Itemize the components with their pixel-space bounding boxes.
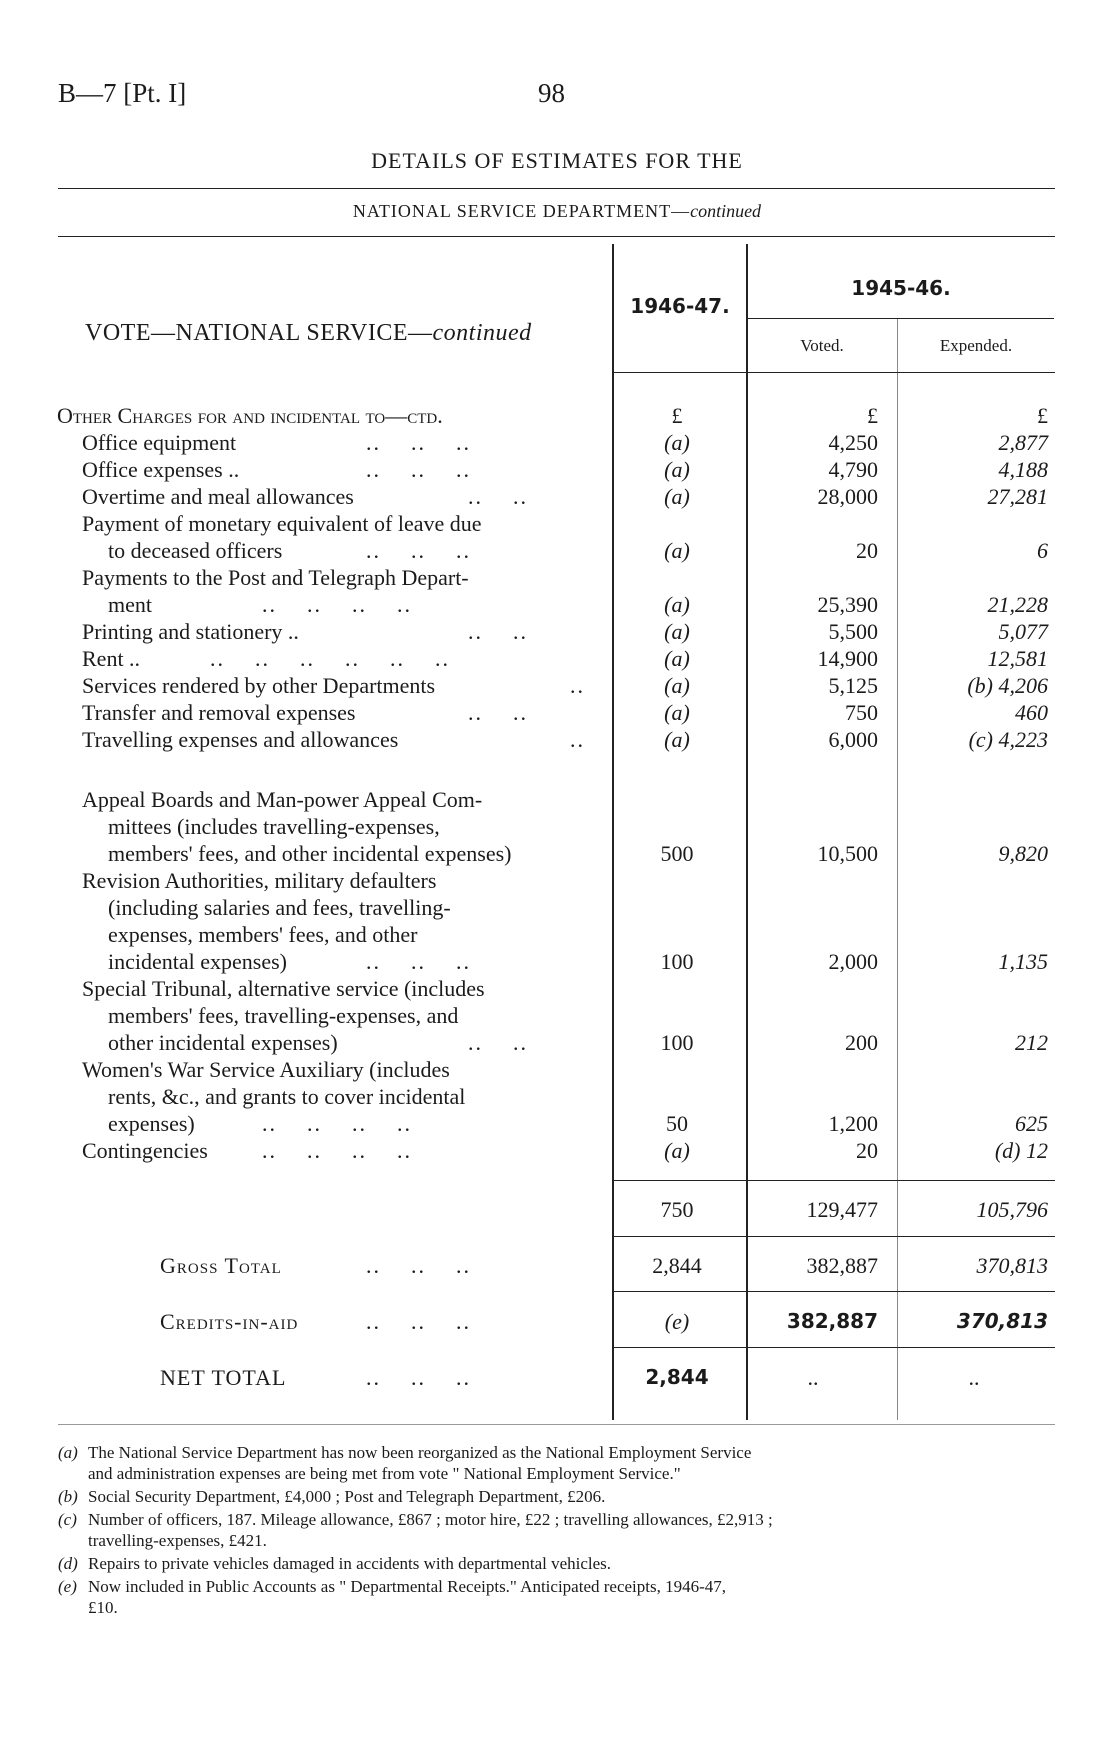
footnote-text: The National Service Department has now been reorganized as the National Employment Service	[88, 1443, 752, 1462]
row-label: Services rendered by other Departments	[82, 673, 436, 698]
leader-dots: .. ..	[468, 1030, 528, 1055]
cell-expended: (c) 4,223	[968, 727, 1048, 752]
currency-2: £	[867, 403, 878, 428]
row-label: Special Tribunal, alternative service (includes	[82, 976, 485, 1001]
cell-expended: 2,877	[998, 430, 1048, 455]
cell-expended: 12,581	[987, 646, 1048, 671]
row-label: Payment of monetary equivalent of leave due	[82, 511, 482, 536]
cell-voted: 10,500	[817, 841, 878, 866]
leader-dots: .. .. ..	[366, 1365, 471, 1390]
net-total-voted: ..	[807, 1365, 819, 1390]
credits-voted: 382,887	[786, 1309, 878, 1333]
row-label: Overtime and meal allowances	[82, 484, 354, 509]
page-subtitle: NATIONAL SERVICE DEPARTMENT—continued	[352, 201, 762, 221]
row-label: Appeal Boards and Man-power Appeal Com-	[82, 787, 483, 812]
leader-dots: ..	[570, 727, 585, 752]
cell-voted: 28,000	[817, 484, 878, 509]
cell-voted: 6,000	[828, 727, 878, 752]
gross-total-expended: 370,813	[976, 1253, 1048, 1278]
leader-dots: .. .. .. ..	[262, 1111, 412, 1136]
page-title: DETAILS OF ESTIMATES FOR THE	[371, 148, 743, 173]
footnote-text-continued: £10.	[88, 1598, 118, 1617]
cell-1946-47: (a)	[664, 592, 690, 617]
row-label: Contingencies	[82, 1138, 208, 1163]
cell-voted: 14,900	[817, 646, 878, 671]
footnote-e	[58, 1576, 1058, 1618]
column-divider-3	[897, 318, 898, 1420]
row-label: Rent ..	[82, 646, 141, 671]
cell-1946-47: 100	[660, 1030, 694, 1055]
cell-voted: 1,200	[828, 1111, 878, 1136]
cell-1946-47: (a)	[664, 484, 690, 509]
row-label-continued: (including salaries and fees, travelling-	[108, 895, 451, 920]
cell-1946-47: (a)	[664, 1138, 690, 1163]
footnote-label: (b)	[58, 1487, 78, 1506]
rule-gross	[614, 1236, 1055, 1237]
cell-voted: 25,390	[817, 592, 878, 617]
row-label-continued: ment	[108, 592, 152, 617]
gross-total-label: Gross Total	[160, 1253, 282, 1278]
currency-3: £	[1037, 403, 1048, 428]
row-label: Revision Authorities, military defaulters	[82, 868, 437, 893]
subtotal-1946-47: 750	[660, 1197, 694, 1222]
cell-expended: 212	[1015, 1030, 1048, 1055]
leader-dots: .. .. ..	[366, 538, 471, 563]
row-label: Office expenses ..	[82, 457, 240, 482]
leader-dots: .. .. ..	[366, 457, 471, 482]
cell-1946-47: (a)	[664, 430, 690, 455]
cell-voted: 20	[856, 538, 878, 563]
net-total-label: NET TOTAL	[160, 1365, 287, 1390]
leader-dots: .. .. ..	[366, 949, 471, 974]
row-label-continued: incidental expenses)	[108, 949, 287, 974]
page-number: 98	[538, 78, 565, 108]
row-label: Travelling expenses and allowances	[82, 727, 399, 752]
cell-1946-47: (a)	[664, 457, 690, 482]
footnote-a	[58, 1442, 1058, 1484]
gross-total-1946-47: 2,844	[652, 1253, 702, 1278]
column-header-voted: Voted.	[800, 336, 844, 355]
cell-1946-47: (a)	[664, 646, 690, 671]
column-header-1945-46: 1945-46.	[851, 276, 951, 300]
cell-expended: 9,820	[998, 841, 1048, 866]
leader-dots: .. .. .. ..	[262, 1138, 412, 1163]
footnote-d	[58, 1553, 1058, 1574]
credits-label: Credits-in-aid	[160, 1309, 299, 1334]
cell-1946-47: (a)	[664, 700, 690, 725]
cell-expended: 460	[1015, 700, 1048, 725]
cell-expended: (d) 12	[994, 1138, 1048, 1163]
cell-expended: 5,077	[998, 619, 1048, 644]
row-label: Printing and stationery ..	[82, 619, 299, 644]
footnote-c	[58, 1509, 1058, 1551]
row-label-continued: members' fees, and other incidental expenses)	[108, 841, 512, 866]
cell-1946-47: (a)	[664, 538, 690, 563]
cell-1946-47: (a)	[664, 619, 690, 644]
cell-voted: 4,250	[828, 430, 878, 455]
leader-dots: .. .. ..	[366, 1253, 471, 1278]
cell-voted: 750	[845, 700, 878, 725]
leader-dots: .. .. ..	[366, 430, 471, 455]
cell-voted: 200	[845, 1030, 878, 1055]
row-label-continued: other incidental expenses)	[108, 1030, 338, 1055]
subtotal-voted: 129,477	[806, 1197, 878, 1222]
rule-top	[58, 188, 1055, 189]
footnote-text: Repairs to private vehicles damaged in accidents with departmental vehicles.	[88, 1554, 612, 1573]
net-total-1946-47: 2,844	[645, 1365, 709, 1389]
cell-voted: 4,790	[828, 457, 878, 482]
rule-year-split	[748, 318, 1054, 319]
cell-expended: 625	[1015, 1111, 1048, 1136]
column-header-1946-47: 1946-47.	[630, 294, 730, 318]
row-label: Transfer and removal expenses	[82, 700, 356, 725]
row-label: Office equipment	[82, 430, 237, 455]
footnote-text-continued: travelling-expenses, £421.	[88, 1531, 267, 1550]
row-label-continued: mittees (includes travelling-expenses,	[108, 814, 440, 839]
leader-dots: .. ..	[468, 619, 528, 644]
cell-1946-47: 100	[660, 949, 694, 974]
cell-voted: 2,000	[828, 949, 878, 974]
leader-dots: ..	[570, 673, 585, 698]
cell-1946-47: 500	[660, 841, 694, 866]
cell-expended: 6	[1037, 538, 1048, 563]
cell-voted: 5,500	[828, 619, 878, 644]
credits-1946-47: (e)	[664, 1309, 690, 1334]
rule-header-bottom	[614, 372, 1055, 373]
rule-subtitle	[58, 236, 1055, 237]
rule-credits	[614, 1291, 1055, 1292]
leader-dots: .. .. .. ..	[262, 592, 412, 617]
leader-dots: .. ..	[468, 484, 528, 509]
document-reference: B—7 [Pt. I]	[58, 78, 187, 108]
rule-net	[614, 1347, 1055, 1348]
gross-total-voted: 382,887	[806, 1253, 878, 1278]
cell-voted: 5,125	[828, 673, 878, 698]
footnote-text: Number of officers, 187. Mileage allowance, £867 ; motor hire, £22 ; travelling allowances, £2,913 ;	[88, 1510, 773, 1529]
row-label-continued: to deceased officers	[108, 538, 283, 563]
footnote-label: (d)	[58, 1554, 78, 1573]
row-label-continued: rents, &c., and grants to cover incidental	[108, 1084, 466, 1109]
footnote-b	[58, 1486, 1058, 1507]
cell-expended: 4,188	[998, 457, 1048, 482]
cell-expended: (b) 4,206	[967, 673, 1048, 698]
cell-1946-47: (a)	[664, 727, 690, 752]
leader-dots: .. .. ..	[366, 1309, 471, 1334]
credits-expended: 370,813	[956, 1309, 1048, 1333]
footnote-label: (c)	[58, 1510, 77, 1529]
footnote-text: Social Security Department, £4,000 ; Post and Telegraph Department, £206.	[88, 1487, 606, 1506]
vote-heading: VOTE—NATIONAL SERVICE—continued	[85, 320, 532, 346]
cell-expended: 27,281	[987, 484, 1048, 509]
currency-1: £	[671, 403, 683, 428]
footnote-label: (e)	[58, 1577, 77, 1596]
cell-1946-47: (a)	[664, 673, 690, 698]
rule-subtotal	[614, 1180, 1055, 1181]
cell-voted: 20	[856, 1138, 878, 1163]
row-label-continued: expenses)	[108, 1111, 195, 1136]
leader-dots: .. ..	[468, 700, 528, 725]
net-total-expended: ..	[968, 1365, 980, 1390]
footnote-label: (a)	[58, 1443, 78, 1462]
row-label-continued: expenses, members' fees, and other	[108, 922, 418, 947]
footnote-text: Now included in Public Accounts as " Departmental Receipts." Anticipated receipts, 1946-47,	[88, 1577, 727, 1596]
cell-expended: 21,228	[987, 592, 1048, 617]
row-label: Women's War Service Auxiliary (includes	[82, 1057, 450, 1082]
cell-expended: 1,135	[998, 949, 1048, 974]
leader-dots: .. .. .. .. .. ..	[210, 646, 450, 671]
section-heading: Other Charges for and incidental to—ctd.	[57, 403, 443, 428]
footnote-text-continued: and administration expenses are being met from vote " National Employment Service."	[88, 1464, 681, 1483]
cell-1946-47: 50	[666, 1111, 688, 1136]
row-label-continued: members' fees, travelling-expenses, and	[108, 1003, 459, 1028]
subtotal-expended: 105,796	[976, 1197, 1048, 1222]
row-label: Payments to the Post and Telegraph Depart-	[82, 565, 469, 590]
column-header-expended: Expended.	[939, 336, 1013, 355]
rule-footnotes	[58, 1424, 1055, 1425]
